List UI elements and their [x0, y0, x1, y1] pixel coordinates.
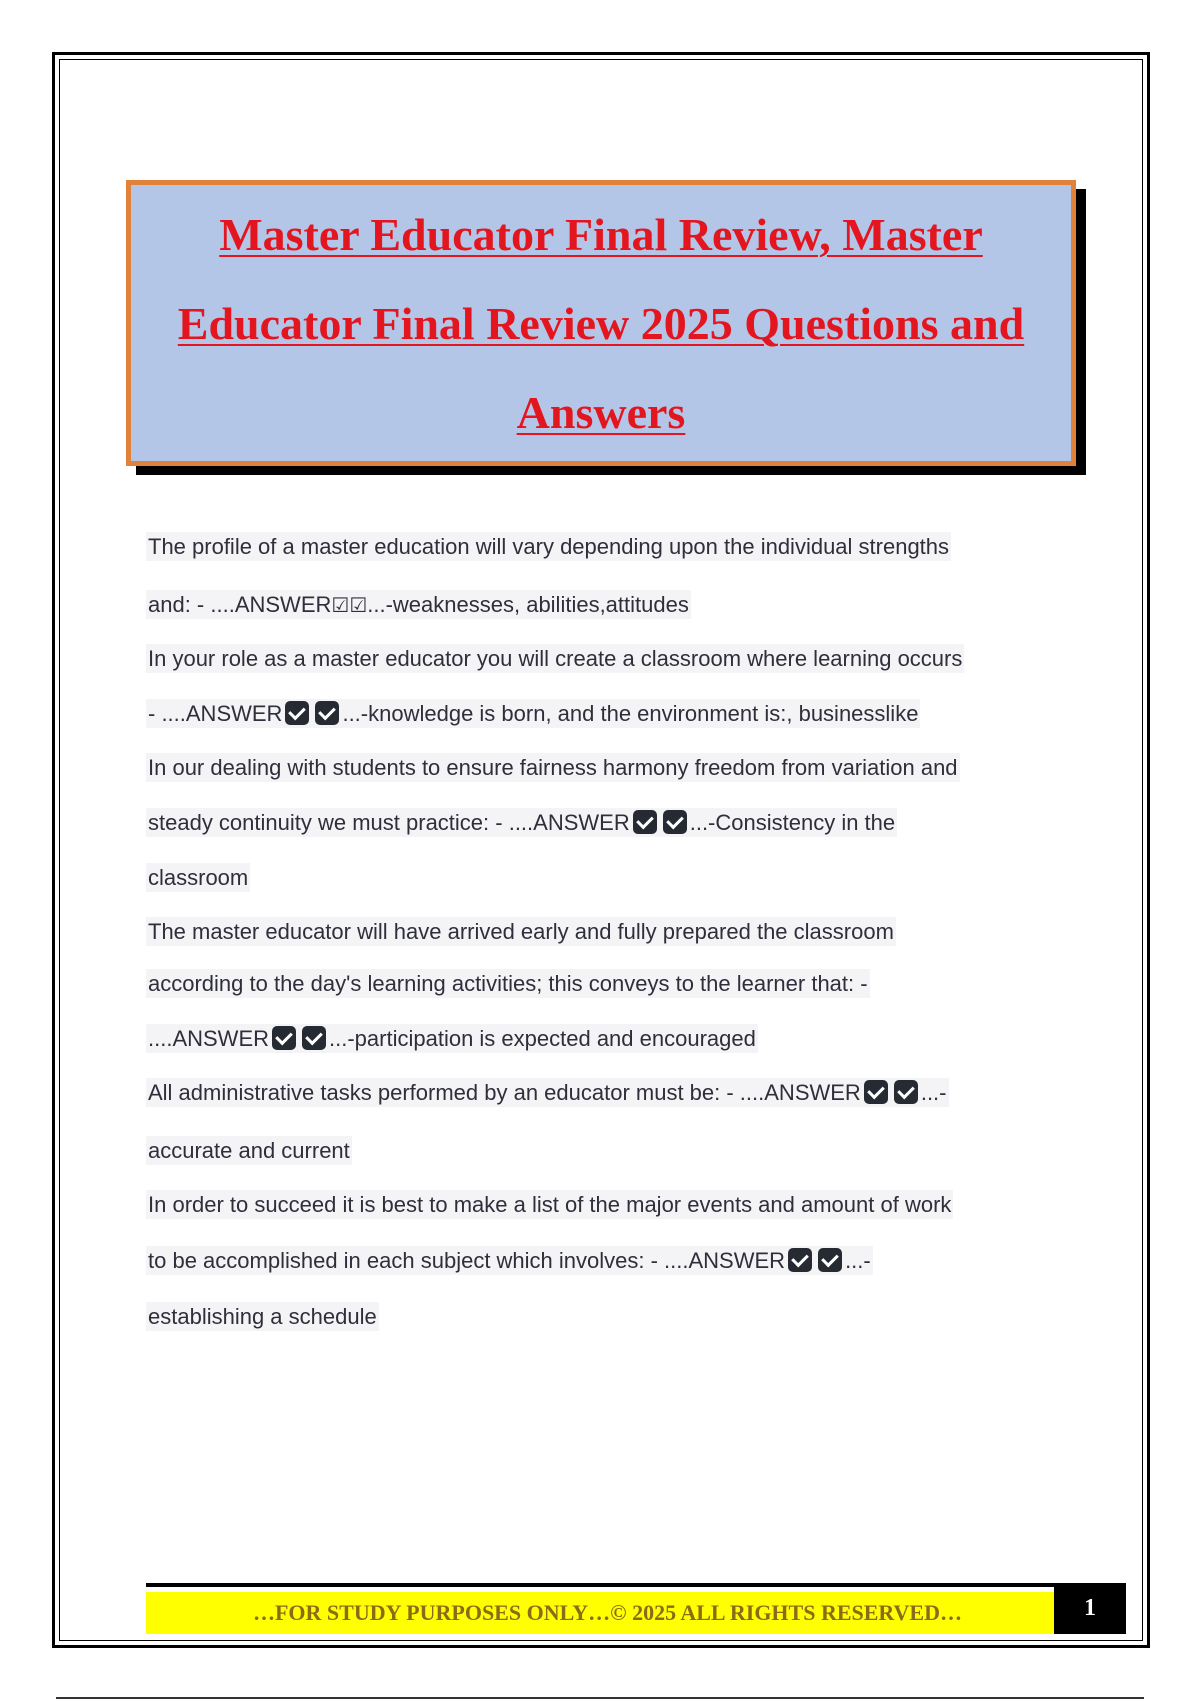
qa-line-text — [146, 1302, 379, 1331]
qa-answer-text: ...-participation is expected and encouraged — [329, 1026, 756, 1051]
qa-item — [146, 917, 1046, 1054]
qa-text: - ....ANSWER — [148, 701, 283, 726]
qa-line — [146, 1302, 1046, 1332]
bottom-rule — [56, 1697, 1144, 1699]
qa-text: and: - ....ANSWER — [148, 592, 332, 617]
qa-line-text — [146, 1136, 352, 1165]
qa-line — [146, 1024, 1046, 1054]
qa-line — [146, 969, 1046, 999]
qa-line-text — [146, 699, 920, 728]
qa-line — [146, 532, 1046, 562]
qa-text: All administrative tasks performed by an educator must be: - ....ANSWER — [148, 1080, 861, 1105]
qa-item — [146, 532, 1046, 620]
checkmark-icon — [302, 1026, 326, 1050]
qa-text: In order to succeed it is best to make a list of the major events and amount of work — [148, 1192, 952, 1217]
qa-line-text — [146, 753, 960, 782]
qa-answer-text: ...-weaknesses, abilities,attitudes — [367, 592, 689, 617]
checkmark-icon — [315, 701, 339, 725]
qa-line-text — [146, 969, 870, 998]
qa-line — [146, 917, 1046, 947]
qa-text: establishing a schedule — [148, 1304, 377, 1329]
qa-line — [146, 808, 1046, 838]
document-title: Master Educator Final Review, Master Educator Final Review 2025 Questions and Answers — [177, 208, 1025, 438]
qa-line — [146, 1246, 1046, 1276]
qa-text: The profile of a master education will vary depending upon the individual strengths — [148, 534, 950, 559]
qa-line-text — [146, 917, 896, 946]
ballot-box-check-icon: ☑☑ — [331, 593, 368, 617]
qa-answer-text: ...-knowledge is born, and the environment is:, businesslike — [342, 701, 919, 726]
qa-item — [146, 753, 1046, 893]
checkmark-icon — [663, 810, 687, 834]
qa-item — [146, 644, 1046, 729]
qa-text: steady continuity we must practice: - ....ANSWER — [148, 810, 630, 835]
qa-text: ....ANSWER — [148, 1026, 270, 1051]
qa-line — [146, 1190, 1046, 1220]
qa-answer-text: ...- — [920, 1080, 947, 1105]
qa-text: classroom — [148, 865, 249, 890]
qa-line — [146, 863, 1046, 893]
qa-line — [146, 644, 1046, 674]
qa-item — [146, 1078, 1046, 1166]
title-box — [126, 180, 1076, 466]
qa-line-text — [146, 590, 691, 619]
footer-text: …FOR STUDY PURPOSES ONLY…© 2025 ALL RIGHTS RESERVED… — [252, 1600, 962, 1625]
qa-line-text — [146, 644, 964, 673]
qa-answer-text: ...- — [845, 1248, 871, 1273]
qa-line-text — [146, 532, 951, 561]
qa-text: In your role as a master educator you will create a classroom where learning occurs — [148, 646, 963, 671]
checkmark-icon — [633, 810, 657, 834]
qa-line — [146, 1136, 1046, 1166]
qa-answer-text: ...-Consistency in the — [689, 810, 896, 835]
qa-text: In our dealing with students to ensure fairness harmony freedom from variation and — [148, 755, 958, 780]
qa-line — [146, 1078, 1046, 1108]
qa-line-text — [146, 863, 250, 892]
qa-line-text — [146, 808, 897, 837]
qa-text: accurate and current — [148, 1138, 350, 1163]
checkmark-icon — [864, 1080, 888, 1104]
qa-line-text — [146, 1246, 873, 1275]
checkmark-icon — [894, 1080, 918, 1104]
page-number: 1 — [1054, 1583, 1126, 1634]
qa-text: The master educator will have arrived early and fully prepared the classroom — [148, 919, 894, 944]
checkmark-icon — [818, 1248, 842, 1272]
qa-line-text — [146, 1024, 758, 1053]
qa-text: to be accomplished in each subject which involves: - ....ANSWER — [148, 1248, 786, 1273]
checkmark-icon — [285, 701, 309, 725]
checkmark-icon — [788, 1248, 812, 1272]
checkmark-icon — [272, 1026, 296, 1050]
qa-line-text — [146, 1078, 949, 1107]
footer-rule — [146, 1583, 1054, 1587]
qa-line — [146, 699, 1046, 729]
qa-item — [146, 1190, 1046, 1332]
footer-bar — [146, 1592, 1054, 1634]
qa-line — [146, 753, 1046, 783]
qa-line-text — [146, 1190, 953, 1219]
qa-section — [146, 532, 1046, 1356]
qa-line — [146, 590, 1046, 620]
qa-text: according to the day's learning activities; this conveys to the learner that: - — [148, 971, 868, 996]
